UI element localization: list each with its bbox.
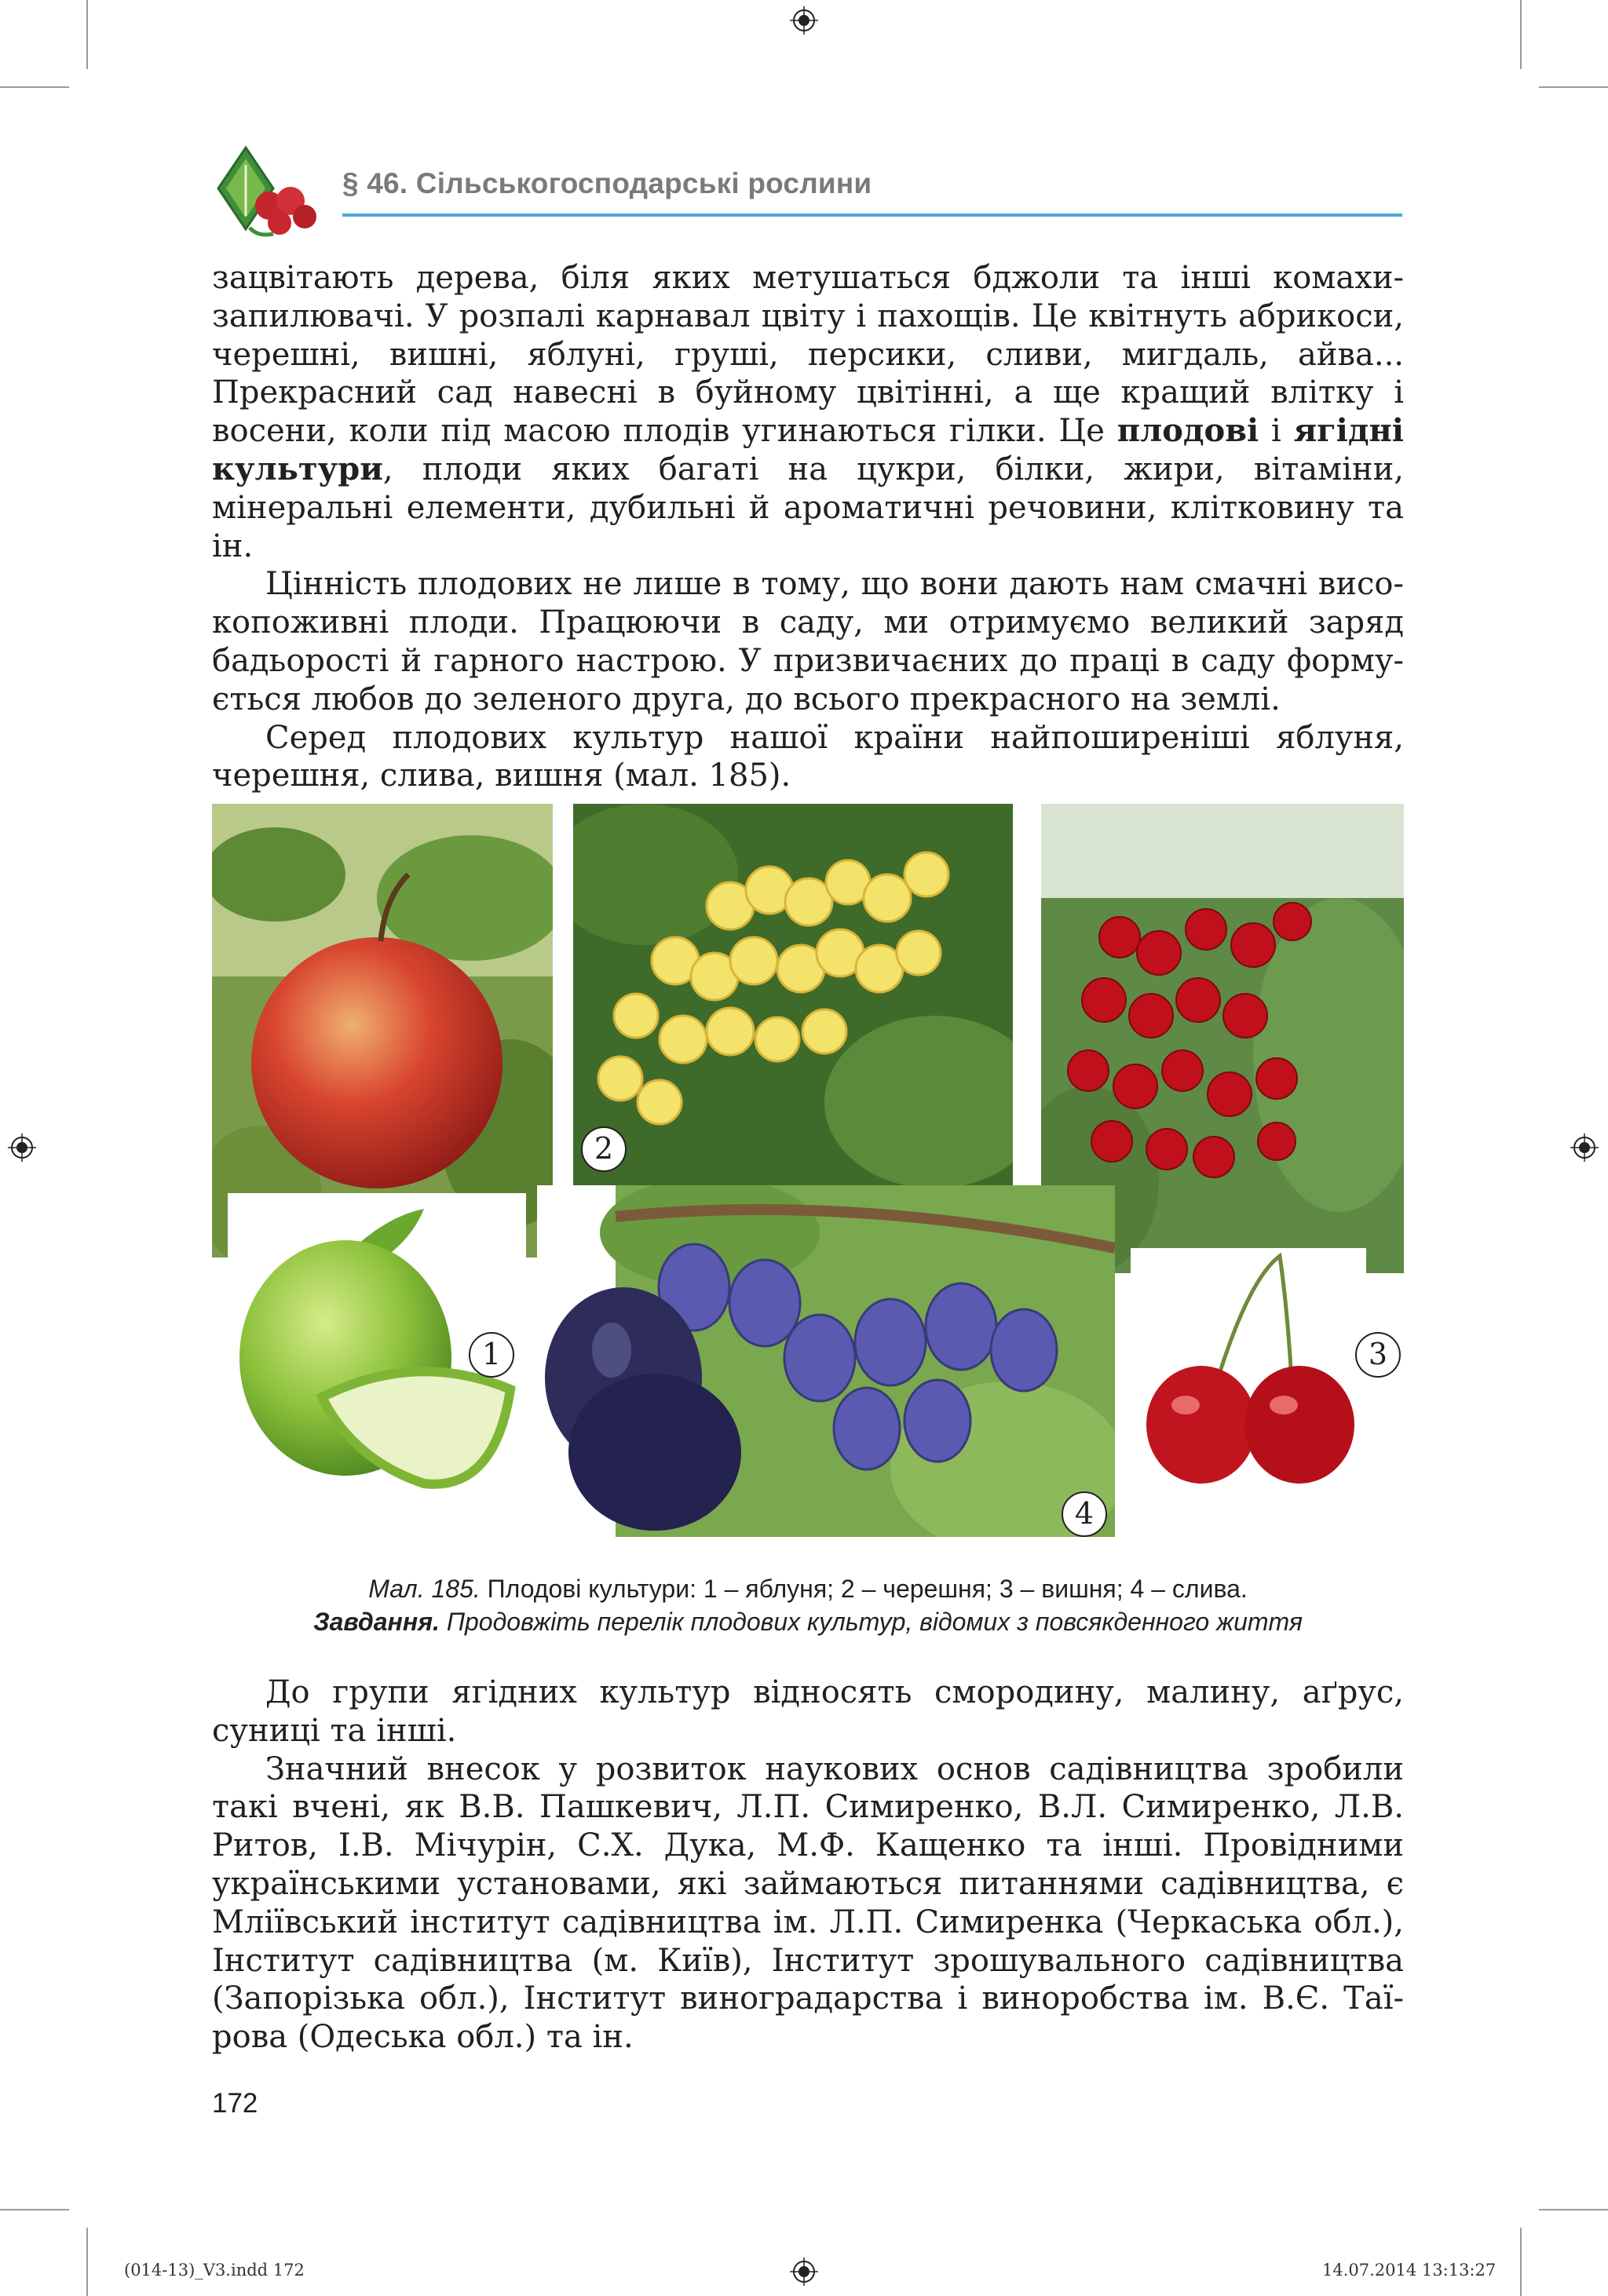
crop-mark	[1520, 2228, 1522, 2296]
crop-mark	[86, 2228, 88, 2296]
task-line	[212, 1605, 1404, 1638]
paragraph	[212, 565, 1404, 718]
body-text-top	[212, 259, 1404, 795]
section-title: § 46. Сільськогосподарські рослини	[342, 167, 872, 199]
header-rule	[342, 214, 1402, 217]
text-run: Цінність плодових не лише в тому, що вони дають нам смачні високопоживні плоди. Працюючи в саду, ми отримуємо великий заряд бадьорості й гарного настрою. У призвичаєних до праці в саду формується любов до зеленого друга, до всього прекрасного на землі.	[212, 566, 1404, 717]
paragraph	[212, 259, 1404, 565]
task-label: Завдання.	[313, 1608, 440, 1636]
registration-mark-icon	[790, 6, 818, 35]
figure-caption	[212, 1572, 1404, 1638]
crop-mark	[86, 0, 88, 69]
text-run: Серед плодових культур нашої країни найпоширеніші яблуня, черешня, слива, вишня (мал. 185).	[212, 719, 1404, 794]
figure-label-3: 3	[1355, 1332, 1401, 1378]
paragraph	[212, 1674, 1404, 1750]
crop-mark	[0, 86, 69, 88]
bold-term: ягідні культури	[212, 412, 1404, 487]
two-cherries-photo	[1131, 1248, 1366, 1491]
task-text: Продовжіть перелік плодових культур, відомих з повсякденного життя	[439, 1608, 1303, 1636]
registration-mark-icon	[8, 1133, 36, 1162]
leaf-and-berries-icon	[203, 141, 320, 243]
text-run: , плоди яких багаті на цукри, білки, жири, вітаміни, мінеральні елементи, дубильні й ароматичні речовини, клітковину та ін.	[212, 451, 1404, 564]
text-run: зацвітають дерева, біля яких метушаться бджоли та інші комахи-запилювачі. У розпалі карнавал цвіту і пахощів. Це квітнуть абрикоси, черешні, вишні, яблуні, груші, персики, сливи, мигдаль, айва... Прекрасний сад навесні в буйному цвітінні, а ще кращий влітку і восени, коли під масою плодів угинаються гілки. Це	[212, 260, 1404, 450]
slug-file: (014-13)_V3.indd 172	[124, 2261, 305, 2280]
body-text-bottom	[212, 1674, 1404, 2057]
caption-label: Мал. 185.	[368, 1575, 481, 1603]
paragraph	[212, 1750, 1404, 2057]
figure-label-2: 2	[581, 1126, 627, 1172]
text-run: До групи ягідних культур відносять смородину, малину, аґрус, суниці та інші.	[212, 1674, 1404, 1749]
yellow-cherries-photo	[573, 804, 1013, 1204]
crop-mark	[1539, 86, 1608, 88]
plums-photo	[537, 1185, 1115, 1537]
figure-label-1: 1	[469, 1332, 514, 1378]
paragraph	[212, 719, 1404, 796]
caption-line	[212, 1572, 1404, 1605]
crop-mark	[1520, 0, 1522, 69]
registration-mark-icon	[1570, 1133, 1599, 1162]
text-run: Значний внесок у розвиток наукових основ садівництва зробили такі вчені, як В.В. Пашкевич, Л.П. Симиренко, В.Л. Симиренко, Л.В. Ритов, І.В. Мічурін, С.Х. Дука, М.Ф. Кащенко та інші. Провідними українськими установами, які займаються питаннями садівництва, є Мліївський інститут садівництва ім. Л.П. Симиренка (Черкаська обл.), Інститут садівництва (м. Київ), Інститут зрошувального садівництва (Запорізька обл.), Інститут виноградарства і виноробства ім. В.Є. Таїрова (Одеська обл.) та ін.	[212, 1750, 1404, 2056]
text-run: і	[1259, 413, 1294, 450]
caption-text: Плодові культури: 1 – яблуня; 2 – черешня; 3 – вишня; 4 – слива.	[480, 1575, 1248, 1603]
crop-mark	[1539, 2209, 1608, 2210]
apple-tree-photo	[212, 804, 553, 1258]
bold-term: плодові	[1116, 412, 1259, 450]
crop-mark	[0, 2209, 69, 2210]
page-number: 172	[212, 2088, 258, 2119]
figure-label-4: 4	[1062, 1491, 1107, 1537]
registration-mark-icon	[790, 2258, 818, 2286]
slug-datetime: 14.07.2014 13:13:27	[1322, 2261, 1497, 2280]
